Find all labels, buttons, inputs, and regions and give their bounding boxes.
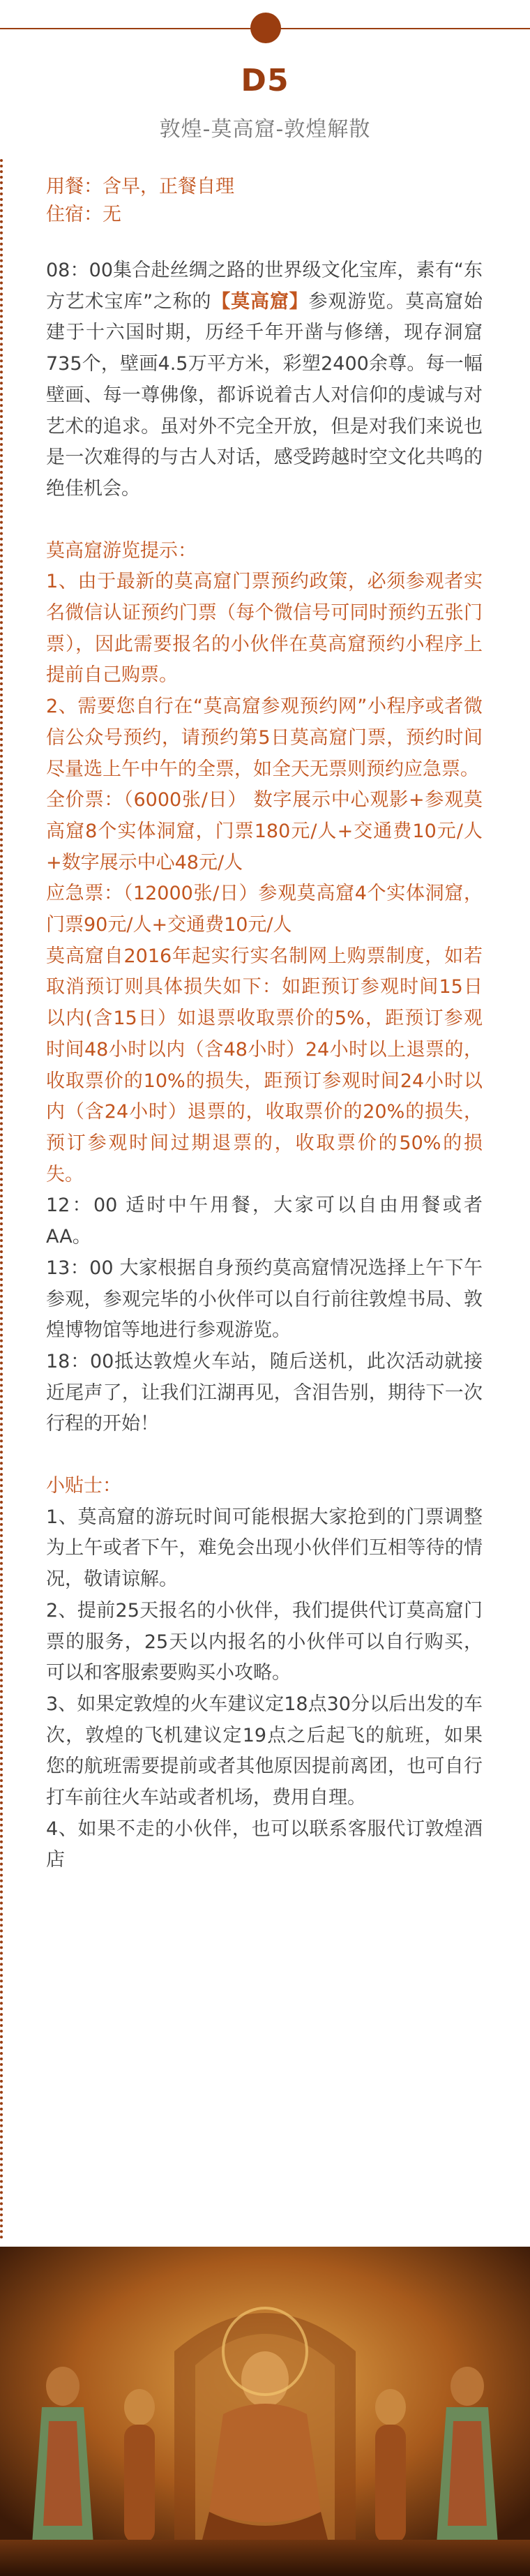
intro-text-after: 参观游览。莫高窟始建于十六国时期，历经千年开凿与修缮，现存洞窟735个，壁画4.5万平方米，彩塑2400余尊。每一幅壁画、每一尊佛像，都诉说着古人对信仰的虔诚与对艺术的追求。虽对外不完全开放，但是对我们来说也是一次难得的与古人对话，感受跨越时空文化共鸣的绝佳机会。 xyxy=(46,290,483,500)
tip-item: 应急票：（12000张/日）参观莫高窟4个实体洞窟，门票90元/人+交通费10元/人 xyxy=(46,883,483,936)
day-title: D5 xyxy=(241,63,289,98)
note-item: 3、如果定敦煌的火车建议定18点30分以后出发的车次，敦煌的飞机建议定19点之后起飞的航班，如果您的航班需要提前或者其他原因提前离团，也可自行打车前往火车站或者机场，费用自理。 xyxy=(46,1693,483,1809)
note-item: 1、莫高窟的游玩时间可能根据大家抢到的门票调整为上午或者下午，难免会出现小伙伴们互相等待的情况，敬请谅解。 xyxy=(46,1506,483,1591)
intro-paragraph xyxy=(46,255,483,505)
schedule-item: 12：00 适时中午用餐，大家可以自由用餐或者AA。 xyxy=(46,1195,483,1248)
tip-item: 全价票：（6000张/日） 数字展示中心观影+参观莫高窟8个实体洞窟，门票180元/人+交通费10元/人+数字展示中心48元/人 xyxy=(46,789,483,874)
tip-item: 2、需要您自行在“莫高窟参观预约网”小程序或者微信公众号预约，请预约第5日莫高窟门票，预约时间尽量选上午中午的全票，如全天无票则预约应急票。 xyxy=(46,696,483,780)
route-subtitle: 敦煌-莫高窟-敦煌解散 xyxy=(159,117,371,142)
note-item: 2、提前25天报名的小伙伴，我们提供代订莫高窟门票的服务，25天以内报名的小伙伴可以自行购买，可以和客服索要购买小攻略。 xyxy=(46,1599,483,1684)
notes-title: 小贴士： xyxy=(46,1475,121,1497)
tip-item: 1、由于最新的莫高窟门票预约政策，必须参观者实名微信认证预约门票（每个微信号可同时预约五张门票），因此需要报名的小伙伴在莫高窟预约小程序上提前自己购票。 xyxy=(46,571,483,687)
lodging-value: 无 xyxy=(103,204,121,225)
schedule-item: 18：00抵达敦煌火车站，随后送机，此次活动就接近尾声了，让我们江湖再见，含泪告别，期待下一次行程的开始！ xyxy=(46,1350,483,1435)
mogao-cave-statues-photo xyxy=(0,2247,530,2576)
meals-value: 含早，正餐自理 xyxy=(103,176,234,197)
lodging-line xyxy=(46,201,483,229)
tips-title: 莫高窟游览提示： xyxy=(46,539,197,562)
intro-highlight-mogao: 【莫高窟】 xyxy=(211,290,309,313)
note-item: 4、如果不走的小伙伴，也可以联系客服代订敦煌酒店 xyxy=(46,1818,483,1871)
lodging-label: 住宿： xyxy=(46,204,103,225)
header-dot xyxy=(250,13,281,43)
meals-line xyxy=(46,173,483,201)
tip-item: 莫高窟自2016年起实行实名制网上购票制度，如若取消预订则具体损失如下：如距预订参观时间15日以内(含15日）如退票收取票价的5%，距预订参观时间48小时以内（含48小时）24小时以上退票的，收取票价的10%的损失，距预订参观时间24小时以内（含24小时）退票的，收取票价的20%的损失，预订参观时间过期退票的，收取票价的50%的损失。 xyxy=(46,945,483,1185)
meals-label: 用餐： xyxy=(46,176,103,197)
itinerary-content xyxy=(0,159,530,2241)
schedule-item: 13：00 大家根据自身预约莫高窟情况选择上午下午参观，参观完毕的小伙伴可以自行前往敦煌书局、敦煌博物馆等地进行参观游览。 xyxy=(46,1257,483,1342)
intro-text-before: 08：00集合赴丝绸之路的世界级文化宝库，素有“东方艺术宝库”之称的 xyxy=(46,260,483,313)
